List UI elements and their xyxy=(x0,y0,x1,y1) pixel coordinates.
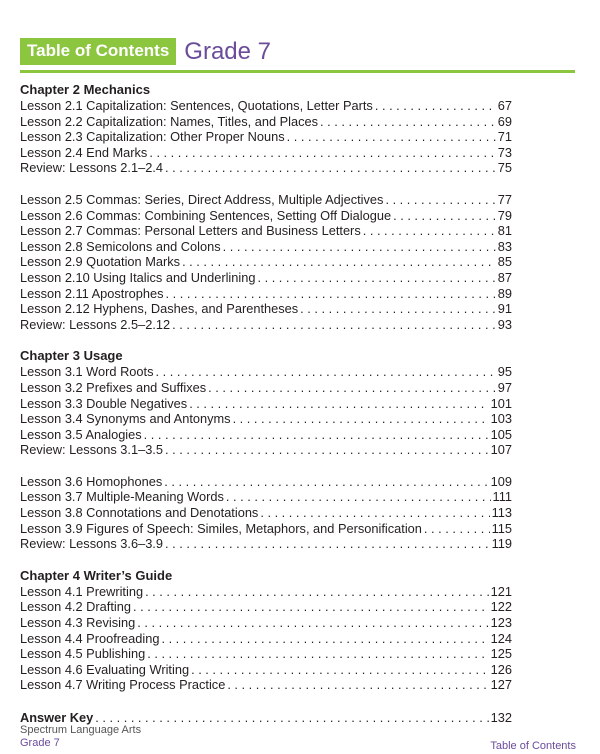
leader-dots xyxy=(144,427,489,443)
toc-entry-label: Lesson 2.4 End Marks xyxy=(20,144,148,160)
toc-entry-page: 101 xyxy=(490,395,512,411)
toc-entry-page: 73 xyxy=(497,144,512,160)
toc-badge: Table of Contents xyxy=(20,38,176,65)
toc-entry[interactable] xyxy=(20,646,512,662)
toc-entry-label: Lesson 3.4 Synonyms and Antonyms xyxy=(20,411,231,427)
leader-dots xyxy=(287,129,496,145)
leader-dots xyxy=(208,380,496,396)
leader-dots xyxy=(164,474,488,490)
leader-dots xyxy=(182,254,496,270)
toc-entry-label: Lesson 4.3 Revising xyxy=(20,615,136,631)
toc-entry-label: Lesson 2.8 Semicolons and Colons xyxy=(20,238,221,254)
toc-entry-page: 81 xyxy=(497,223,512,239)
toc-entry-page: 123 xyxy=(490,615,512,631)
leader-dots xyxy=(133,599,489,615)
leader-dots xyxy=(375,98,496,114)
toc-entry-label: Review: Lessons 3.1–3.5 xyxy=(20,442,163,458)
chapter-2-title: Chapter 2 Mechanics xyxy=(20,82,151,97)
toc-entry-label: Lesson 3.7 Multiple-Meaning Words xyxy=(20,489,224,505)
leader-dots xyxy=(191,662,489,678)
toc-entry[interactable] xyxy=(20,364,512,380)
toc-entry[interactable] xyxy=(20,129,512,145)
toc-entry-page: 115 xyxy=(491,520,512,536)
toc-entry-page: 93 xyxy=(497,316,512,332)
toc-entry[interactable] xyxy=(20,505,512,521)
toc-entry-label: Lesson 4.2 Drafting xyxy=(20,599,131,615)
toc-entry-label: Lesson 2.3 Capitalization: Other Proper Nouns xyxy=(20,129,285,145)
toc-entry-label: Lesson 4.5 Publishing xyxy=(20,646,146,662)
toc-entry-label: Lesson 2.10 Using Italics and Underlining xyxy=(20,269,256,285)
leader-dots xyxy=(149,145,495,161)
toc-entry[interactable] xyxy=(20,301,512,317)
toc-entry-page: 87 xyxy=(497,269,512,285)
leader-dots xyxy=(385,192,495,208)
toc-entry-label: Lesson 3.5 Analogies xyxy=(20,426,142,442)
toc-entry-page: 113 xyxy=(491,505,512,521)
toc-entry-page: 105 xyxy=(490,426,512,442)
toc-entry-page: 121 xyxy=(490,583,512,599)
toc-entry-page: 127 xyxy=(490,677,512,693)
header-rule xyxy=(20,70,575,73)
toc-entry-label: Lesson 2.2 Capitalization: Names, Titles, and Places xyxy=(20,113,319,129)
toc-entry-label: Lesson 4.4 Proofreading xyxy=(20,630,160,646)
leader-dots xyxy=(257,270,495,286)
grade-title: Grade 7 xyxy=(184,37,272,65)
toc-entry-page: 89 xyxy=(497,285,512,301)
leader-dots xyxy=(165,286,495,302)
leader-dots xyxy=(156,364,496,380)
toc-entry-label: Lesson 2.9 Quotation Marks xyxy=(20,254,181,270)
toc-entry[interactable] xyxy=(20,145,512,161)
toc-entry[interactable] xyxy=(20,114,512,130)
toc-entry-label: Lesson 2.12 Hyphens, Dashes, and Parentheses xyxy=(20,301,299,317)
toc-entry-page: 71 xyxy=(497,129,512,145)
toc-entry[interactable] xyxy=(20,208,512,224)
toc-entry-page: 119 xyxy=(491,536,512,552)
toc-entry-label: Lesson 2.11 Apostrophes xyxy=(20,285,164,301)
toc-entry[interactable] xyxy=(20,584,512,600)
toc-entry-page: 95 xyxy=(497,364,512,380)
toc-entry-label: Review: Lessons 3.6–3.9 xyxy=(20,536,163,552)
chapter-4-group xyxy=(20,584,512,693)
toc-entry-label: Lesson 4.1 Prewriting xyxy=(20,583,144,599)
leader-dots xyxy=(147,646,488,662)
toc-entry[interactable] xyxy=(20,239,512,255)
toc-entry-label: Lesson 3.8 Connotations and Denotations xyxy=(20,505,259,521)
leader-dots xyxy=(260,505,489,521)
toc-entry[interactable] xyxy=(20,599,512,615)
toc-entry[interactable] xyxy=(20,98,512,114)
toc-entry[interactable] xyxy=(20,615,512,631)
toc-entry-page: 97 xyxy=(497,379,512,395)
toc-entry[interactable] xyxy=(20,489,512,505)
toc-entry[interactable] xyxy=(20,677,512,693)
toc-body xyxy=(20,82,512,726)
footer-book-info xyxy=(20,724,141,750)
toc-entry-page: 122 xyxy=(490,599,512,615)
toc-entry-label: Lesson 2.6 Commas: Combining Sentences, Setting Off Dialogue xyxy=(20,207,392,223)
toc-entry-page: 111 xyxy=(492,489,512,505)
toc-entry-label: Lesson 3.1 Word Roots xyxy=(20,364,154,380)
chapter-4-title: Chapter 4 Writer’s Guide xyxy=(20,567,173,583)
leader-dots xyxy=(165,160,496,176)
toc-entry-label: Lesson 4.6 Evaluating Writing xyxy=(20,661,190,677)
chapter-2-group-b xyxy=(20,192,512,332)
page-header xyxy=(20,38,271,65)
toc-entry-page: 124 xyxy=(490,630,512,646)
leader-dots xyxy=(393,208,496,224)
toc-entry[interactable] xyxy=(20,427,512,443)
leader-dots xyxy=(227,677,488,693)
toc-entry-label: Lesson 4.7 Writing Process Practice xyxy=(20,677,226,693)
toc-entry[interactable] xyxy=(20,254,512,270)
leader-dots xyxy=(165,536,490,552)
toc-entry[interactable] xyxy=(20,160,512,176)
leader-dots xyxy=(165,442,489,458)
footer-grade: Grade 7 xyxy=(20,737,60,749)
toc-entry[interactable] xyxy=(20,396,512,412)
toc-entry[interactable] xyxy=(20,317,512,333)
toc-entry[interactable] xyxy=(20,662,512,678)
toc-entry[interactable] xyxy=(20,270,512,286)
toc-entry-page: 126 xyxy=(490,661,512,677)
toc-entry-page: 125 xyxy=(490,646,512,662)
leader-dots xyxy=(95,710,488,726)
toc-entry-label: Lesson 3.2 Prefixes and Suffixes xyxy=(20,379,207,395)
toc-entry[interactable] xyxy=(20,474,512,490)
toc-entry-label: Lesson 3.3 Double Negatives xyxy=(20,395,188,411)
toc-entry-page: 85 xyxy=(497,254,512,270)
toc-entry[interactable] xyxy=(20,536,512,552)
chapter-3-group-b xyxy=(20,474,512,552)
toc-entry[interactable] xyxy=(20,442,512,458)
toc-entry-label: Lesson 2.5 Commas: Series, Direct Address, Multiple Adjectives xyxy=(20,191,384,207)
toc-entry-page: 107 xyxy=(490,442,512,458)
toc-entry-label: Lesson 3.6 Homophones xyxy=(20,473,163,489)
toc-entry-page: 83 xyxy=(497,238,512,254)
leader-dots xyxy=(145,584,489,600)
toc-entry[interactable] xyxy=(20,380,512,396)
toc-entry[interactable] xyxy=(20,631,512,647)
toc-entry[interactable] xyxy=(20,521,512,537)
toc-entry-page: 77 xyxy=(497,191,512,207)
toc-entry-label: Review: Lessons 2.1–2.4 xyxy=(20,160,163,176)
chapter-2-group-a xyxy=(20,98,512,176)
footer-book-title: Spectrum Language Arts xyxy=(20,724,142,736)
leader-dots xyxy=(320,114,496,130)
toc-entry-label: Lesson 2.7 Commas: Personal Letters and Business Letters xyxy=(20,223,361,239)
leader-dots xyxy=(233,411,489,427)
leader-dots xyxy=(300,301,496,317)
chapter-3-group-a xyxy=(20,364,512,458)
leader-dots xyxy=(189,396,488,412)
toc-entry[interactable] xyxy=(20,192,512,208)
toc-entry-page: 103 xyxy=(490,411,512,427)
leader-dots xyxy=(363,223,496,239)
leader-dots xyxy=(226,489,491,505)
toc-entry-page: 109 xyxy=(490,473,512,489)
leader-dots xyxy=(223,239,496,255)
toc-entry-page: 67 xyxy=(497,98,512,113)
toc-entry-page: 69 xyxy=(497,113,512,129)
leader-dots xyxy=(424,521,490,537)
leader-dots xyxy=(161,631,488,647)
toc-entry-page: 79 xyxy=(497,207,512,223)
toc-entry-label: Review: Lessons 2.5–2.12 xyxy=(20,316,171,332)
toc-entry-label: Lesson 3.9 Figures of Speech: Similes, Metaphors, and Personification xyxy=(20,520,422,536)
toc-entry[interactable] xyxy=(20,223,512,239)
toc-entry-page: 75 xyxy=(497,160,512,176)
toc-entry-page: 132 xyxy=(490,710,512,725)
footer-section: Table of Contents xyxy=(490,740,576,752)
toc-entry-label: Answer Key xyxy=(20,710,94,725)
leader-dots xyxy=(172,317,496,333)
toc-entry-page: 91 xyxy=(497,301,512,317)
toc-entry[interactable] xyxy=(20,286,512,302)
toc-entry[interactable] xyxy=(20,411,512,427)
leader-dots xyxy=(137,615,488,631)
chapter-3-title: Chapter 3 Usage xyxy=(20,348,123,364)
toc-entry-label: Lesson 2.1 Capitalization: Sentences, Quotations, Letter Parts xyxy=(20,98,373,113)
